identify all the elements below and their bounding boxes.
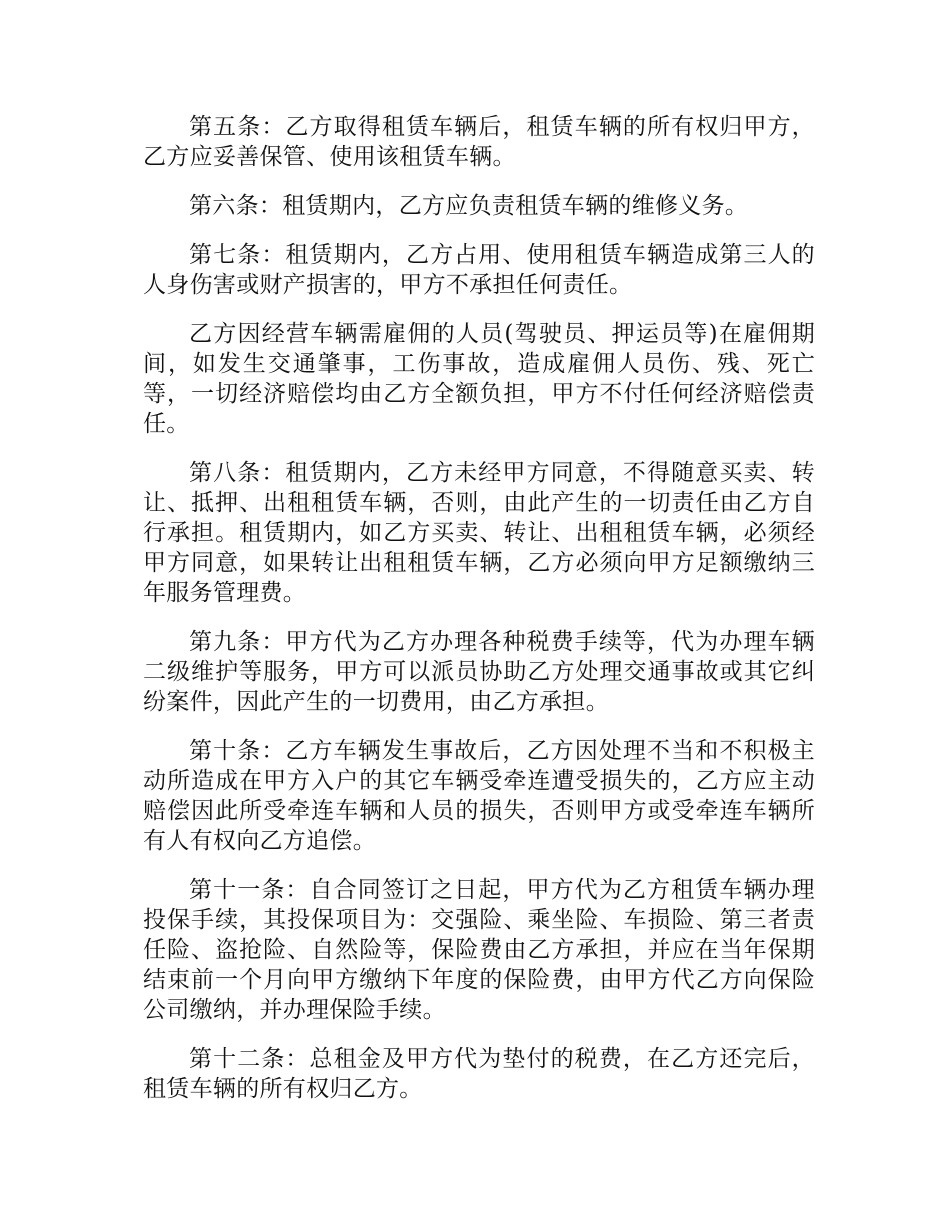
clause-11-paragraph: 第十一条：自合同签订之日起，甲方代为乙方租赁车辆办理投保手续，其投保项目为：交强险、乘坐险、车损险、第三者责任险、盗抢险、自然险等，保险费由乙方承担，并应在当年保期结束前一个月向甲方缴纳下年度的保险费，由甲方代乙方向保险公司缴纳，并办理保险手续。	[143, 877, 815, 1023]
clause-10-paragraph: 第十条：乙方车辆发生事故后，乙方因处理不当和不积极主动所造成在甲方入户的其它车辆受牵连遭受损失的，乙方应主动赔偿因此所受牵连车辆和人员的损失，否则甲方或受牵连车辆所有人有权向乙方追偿。	[143, 738, 815, 854]
document-body	[143, 112, 815, 1123]
clause-12-paragraph: 第十二条：总租金及甲方代为垫付的税费，在乙方还完后，租赁车辆的所有权归乙方。	[143, 1046, 815, 1102]
employee-liability-paragraph: 乙方因经营车辆需雇佣的人员(驾驶员、押运员等)在雇佣期间，如发生交通肇事，工伤事故，造成雇佣人员伤、残、死亡等，一切经济赔偿均由乙方全额负担，甲方不付任何经济赔偿责任。	[143, 321, 815, 437]
clause-8-paragraph: 第八条：租赁期内，乙方未经甲方同意，不得随意买卖、转让、抵押、出租租赁车辆，否则，由此产生的一切责任由乙方自行承担。租赁期内，如乙方买卖、转让、出租租赁车辆，必须经甲方同意，如果转让出租租赁车辆，乙方必须向甲方足额缴纳三年服务管理费。	[143, 460, 815, 606]
clause-5-paragraph: 第五条：乙方取得租赁车辆后，租赁车辆的所有权归甲方，乙方应妥善保管、使用该租赁车辆。	[143, 114, 815, 170]
clause-7-paragraph: 第七条：租赁期内，乙方占用、使用租赁车辆造成第三人的人身伤害或财产损害的，甲方不承担任何责任。	[143, 242, 815, 298]
clause-6-paragraph: 第六条：租赁期内，乙方应负责租赁车辆的维修义务。	[189, 193, 749, 219]
clause-9-paragraph: 第九条：甲方代为乙方办理各种税费手续等，代为办理车辆二级维护等服务，甲方可以派员协助乙方处理交通事故或其它纠纷案件，因此产生的一切费用，由乙方承担。	[143, 629, 815, 715]
